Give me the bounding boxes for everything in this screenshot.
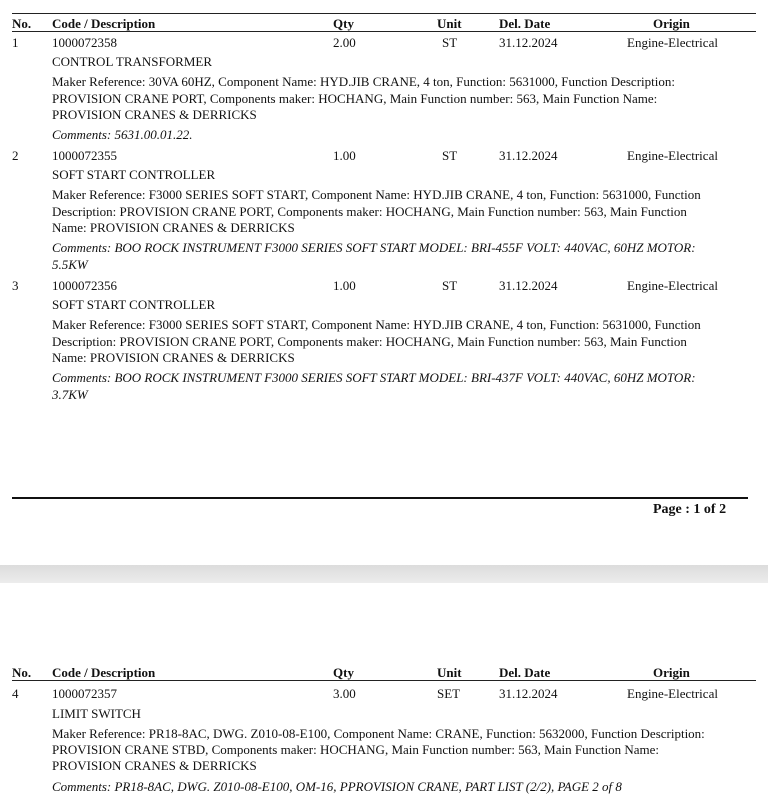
item-qty: 2.00	[333, 35, 356, 50]
col-header-unit: Unit	[437, 665, 462, 680]
item-code: 1000072357	[52, 686, 117, 701]
col-header-no: No.	[12, 665, 32, 680]
item-code: 1000072355	[52, 148, 117, 163]
item-unit: ST	[442, 148, 458, 163]
item-detail-line: PROVISION CRANES & DERRICKS	[52, 107, 257, 122]
header-rule-bottom	[12, 680, 756, 681]
item-no: 1	[12, 35, 19, 50]
item-detail-line: PROVISION CRANE PORT, Components maker: HOCHANG, Main Function number: 563, Main Function Name:	[52, 91, 658, 106]
col-header-del-date: Del. Date	[499, 16, 551, 31]
item-detail-line: Maker Reference: 30VA 60HZ, Component Name: HYD.JIB CRANE, 4 ton, Function: 5631000, Function Description:	[52, 74, 675, 89]
item-detail-line: Maker Reference: PR18-8AC, DWG. Z010-08-E100, Component Name: CRANE, Function: 5632000, Function Description:	[52, 726, 705, 741]
item-del-date: 31.12.2024	[499, 686, 558, 701]
page-number: Page : 1 of 2	[653, 502, 727, 517]
item-comments: Comments: PR18-8AC, DWG. Z010-08-E100, OM-16, PPROVISION CRANE, PART LIST (2/2), PAGE 2 of 8	[52, 779, 622, 794]
item-comments: Comments: BOO ROCK INSTRUMENT F3000 SERIES SOFT START MODEL: BRI-437F VOLT: 440VAC, 60HZ MOTOR:	[52, 370, 696, 385]
header-rule-bottom	[12, 31, 756, 32]
item-detail-line: PROVISION CRANES & DERRICKS	[52, 758, 257, 773]
col-header-del-date: Del. Date	[499, 665, 551, 680]
item-detail-line: Description: PROVISION CRANE PORT, Components maker: HOCHANG, Main Function number: 563, Main Function	[52, 334, 687, 349]
item-no: 4	[12, 686, 19, 701]
item-qty: 1.00	[333, 278, 356, 293]
item-title: SOFT START CONTROLLER	[52, 167, 216, 182]
item-origin: Engine-Electrical	[627, 686, 718, 701]
document-page-2	[0, 583, 768, 809]
item-title: CONTROL TRANSFORMER	[52, 54, 212, 69]
item-qty: 3.00	[333, 686, 356, 701]
item-origin: Engine-Electrical	[627, 35, 718, 50]
item-del-date: 31.12.2024	[499, 278, 558, 293]
item-detail-line: Name: PROVISION CRANES & DERRICKS	[52, 220, 295, 235]
item-code: 1000072358	[52, 35, 117, 50]
col-header-origin: Origin	[653, 16, 690, 31]
item-comments: Comments: 5631.00.01.22.	[52, 127, 193, 142]
col-header-origin: Origin	[653, 665, 690, 680]
footer-rule	[12, 497, 748, 499]
item-detail-line: PROVISION CRANE STBD, Components maker: HOCHANG, Main Function number: 563, Main Function Name:	[52, 742, 660, 757]
item-comments: Comments: BOO ROCK INSTRUMENT F3000 SERIES SOFT START MODEL: BRI-455F VOLT: 440VAC, 60HZ MOTOR:	[52, 240, 696, 255]
col-header-no: No.	[12, 16, 32, 31]
item-unit: SET	[437, 686, 461, 701]
item-comments: 3.7KW	[52, 387, 88, 402]
col-header-code-desc: Code / Description	[52, 665, 156, 680]
item-detail-line: Maker Reference: F3000 SERIES SOFT START, Component Name: HYD.JIB CRANE, 4 ton, Function: 5631000, Function	[52, 187, 701, 202]
item-no: 2	[12, 148, 19, 163]
item-title: LIMIT SWITCH	[52, 706, 141, 721]
item-origin: Engine-Electrical	[627, 278, 718, 293]
item-detail-line: Description: PROVISION CRANE PORT, Components maker: HOCHANG, Main Function number: 563, Main Function	[52, 204, 687, 219]
header-rule-top	[12, 13, 756, 14]
item-del-date: 31.12.2024	[499, 35, 558, 50]
item-qty: 1.00	[333, 148, 356, 163]
col-header-code-desc: Code / Description	[52, 16, 156, 31]
item-unit: ST	[442, 278, 458, 293]
col-header-qty: Qty	[333, 16, 354, 31]
item-del-date: 31.12.2024	[499, 148, 558, 163]
item-title: SOFT START CONTROLLER	[52, 297, 216, 312]
item-detail-line: Maker Reference: F3000 SERIES SOFT START, Component Name: HYD.JIB CRANE, 4 ton, Function: 5631000, Function	[52, 317, 701, 332]
item-detail-line: Name: PROVISION CRANES & DERRICKS	[52, 350, 295, 365]
col-header-qty: Qty	[333, 665, 354, 680]
item-no: 3	[12, 278, 19, 293]
col-header-unit: Unit	[437, 16, 462, 31]
item-comments: 5.5KW	[52, 257, 88, 272]
item-origin: Engine-Electrical	[627, 148, 718, 163]
item-unit: ST	[442, 35, 458, 50]
page-separator	[0, 565, 768, 583]
item-code: 1000072356	[52, 278, 117, 293]
